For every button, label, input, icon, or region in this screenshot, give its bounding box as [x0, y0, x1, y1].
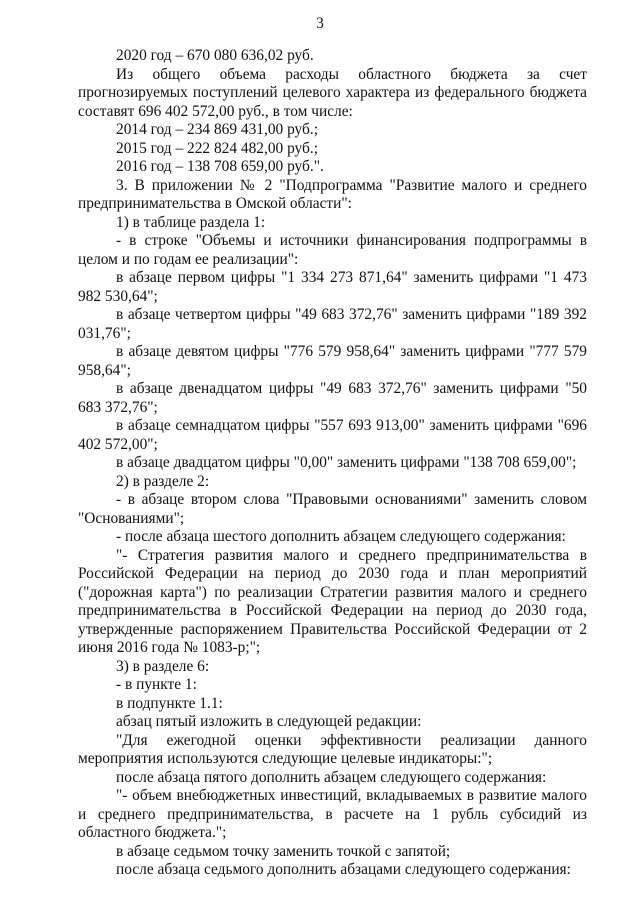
paragraph-after-fifth: после абзаца пятого дополнить абзацем следующего содержания:: [116, 768, 547, 786]
paragraph-replace-twelfth: в абзаце двенадцатом цифры "49 683 372,76" заменить цифрами "50 683 372,76";: [78, 380, 587, 416]
paragraph-replace-fourth: в абзаце четвертом цифры "49 683 372,76" заменить цифрами "189 392 031,76";: [78, 306, 587, 342]
paragraph-2015-amount: 2015 год – 222 824 482,00 руб.;: [116, 139, 319, 157]
paragraph-strategy-quote: "- Стратегия развития малого и среднего предпринимательства в Российской Федерации на период до 2030 года и план мероприятий ("дорожная карта") по реализации Стратегии развития малого и среднего предпринимательства в Российской Федерации на период до 2030 года, утвержденные распоряжением Правительства Российской Федерации от 2 июня 2016 года № 1083-р;";: [78, 546, 587, 656]
paragraph-subpoint-1-1: в подпункте 1.1:: [116, 694, 223, 712]
paragraph-2020-total: 2020 год – 670 080 636,02 руб.: [116, 47, 314, 64]
paragraph-table-section-1: 1) в таблице раздела 1:: [116, 213, 266, 231]
paragraph-after-sixth: - после абзаца шестого дополнить абзацем следующего содержания:: [116, 528, 566, 545]
paragraph-item-3: 3. В приложении № 2 "Подпрограмма "Развитие малого и среднего предпринимательства в Омской области":: [78, 176, 587, 212]
paragraph-indicators-quote: "Для ежегодной оценки эффективности реализации данного мероприятия используются следующие целевые индикаторы:";: [78, 731, 587, 767]
paragraph-section-2: 2) в разделе 2:: [116, 472, 210, 490]
paragraph-financing-row: - в строке "Объемы и источники финансирования подпрограммы в целом и по годам ее реализации":: [78, 232, 587, 268]
paragraph-replace-ninth: в абзаце девятом цифры "776 579 958,64" заменить цифрами "777 579 958,64";: [78, 343, 587, 379]
page-number: 3: [316, 15, 324, 32]
paragraph-section-6: 3) в разделе 6:: [116, 657, 210, 675]
paragraph-replace-grounds: - в абзаце втором слова "Правовыми основаниями" заменить словом "Основаниями";: [78, 491, 587, 527]
paragraph-replace-twentieth: в абзаце двадцатом цифры "0,00" заменить цифрами "138 708 659,00";: [116, 454, 577, 471]
paragraph-2014-amount: 2014 год – 234 869 431,00 руб.;: [116, 121, 319, 138]
paragraph-federal-budget-total: Из общего объема расходы областного бюджета за счет прогнозируемых поступлений целевого характера из федерального бюджета составят 696 402 572,00 руб., в том числе:: [78, 65, 587, 120]
paragraph-replace-seventeenth: в абзаце семнадцатом цифры "557 693 913,00" заменить цифрами "696 402 572,00";: [78, 417, 587, 453]
document-body: [78, 47, 587, 880]
paragraph-replace-first: в абзаце первом цифры "1 334 273 871,64" заменить цифрами "1 473 982 530,64";: [78, 269, 587, 305]
paragraph-seventh-semicolon: в абзаце седьмом точку заменить точкой с запятой;: [116, 842, 451, 860]
paragraph-after-seventh: после абзаца седьмого дополнить абзацами следующего содержания:: [116, 861, 571, 878]
paragraph-investments-quote: "- объем внебюджетных инвестиций, вкладываемых в развитие малого и среднего предпринимательства, в расчете на 1 рубль субсидий из областного бюджета.";: [78, 787, 587, 841]
paragraph-point-1: - в пункте 1:: [116, 676, 197, 693]
paragraph-2016-amount: 2016 год – 138 708 659,00 руб.".: [116, 158, 324, 175]
paragraph-fifth-new-wording: абзац пятый изложить в следующей редакции:: [116, 713, 422, 730]
